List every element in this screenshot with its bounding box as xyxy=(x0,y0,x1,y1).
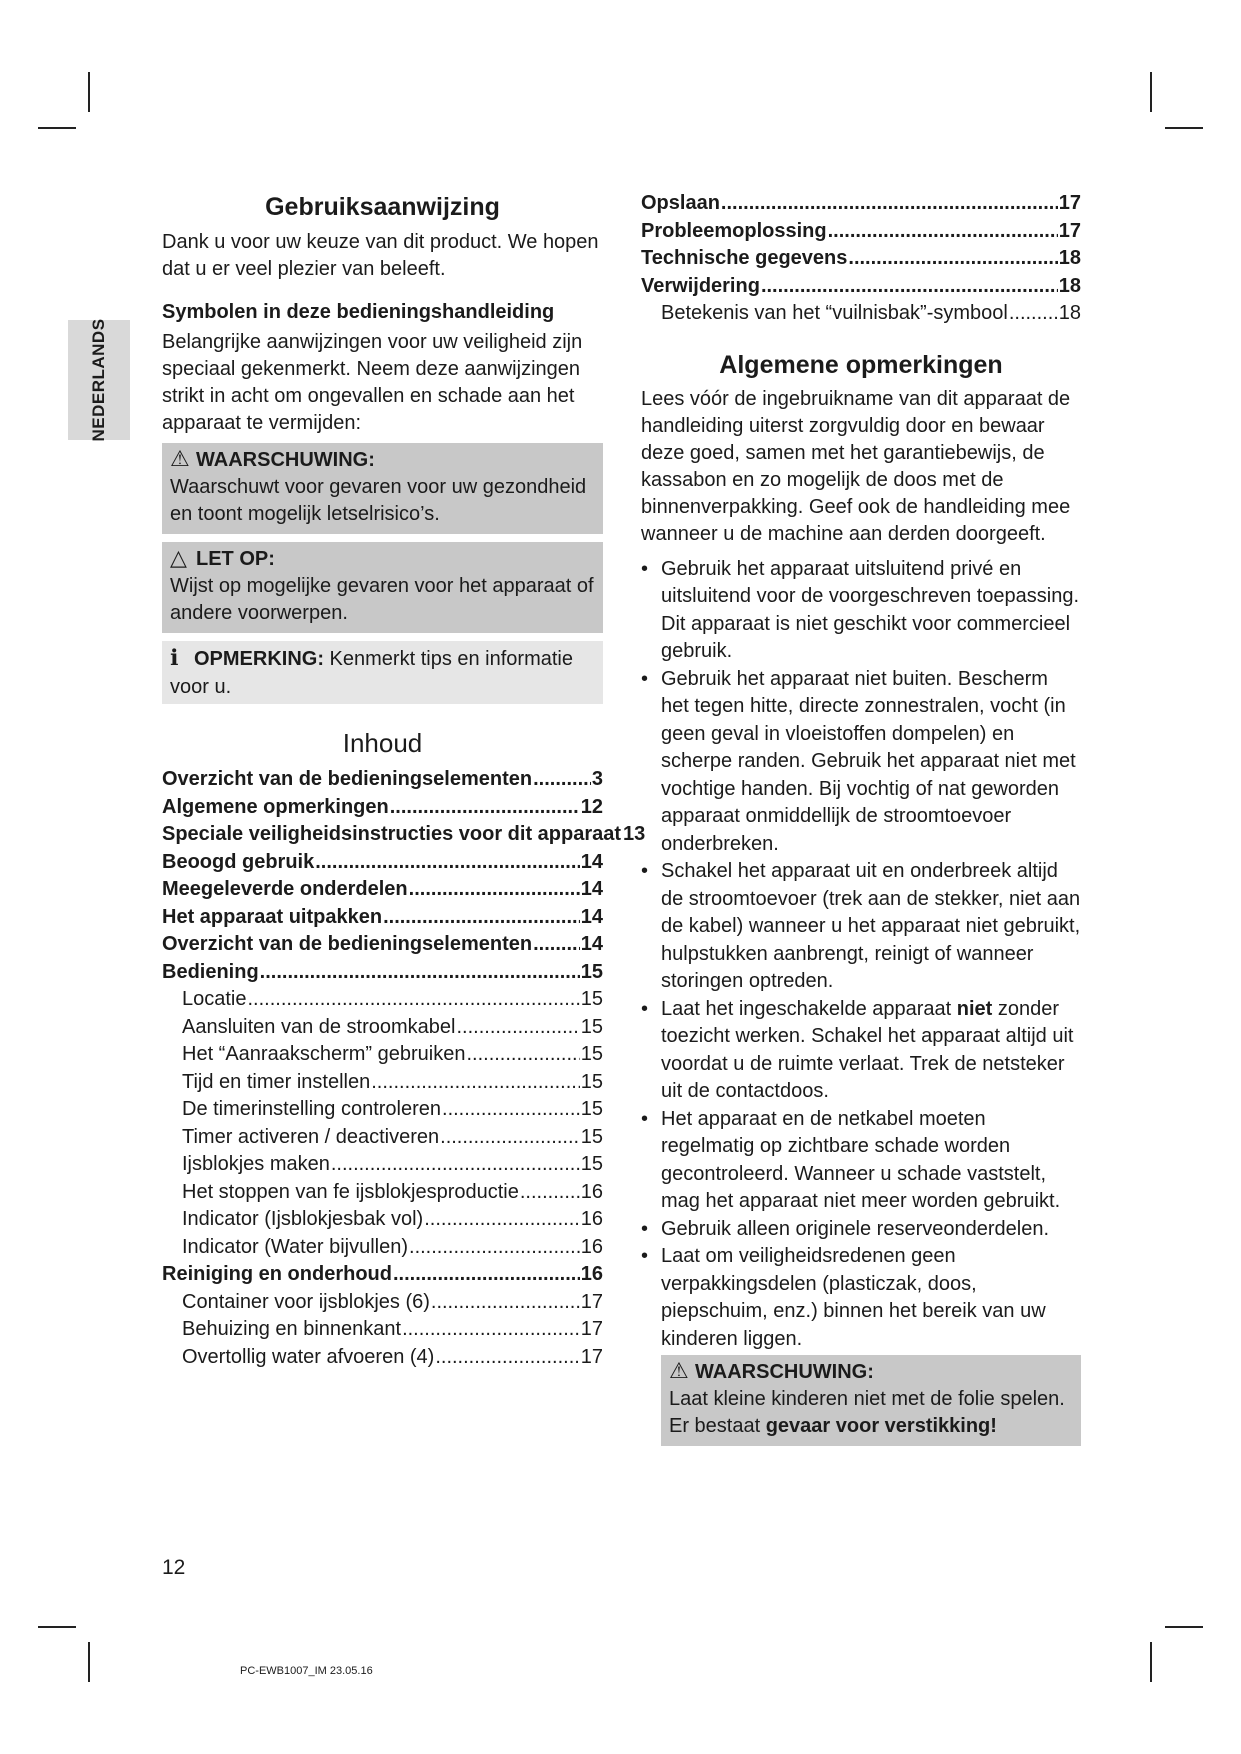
toc-page: 15 xyxy=(580,960,603,983)
toc-label: Opslaan xyxy=(641,192,720,214)
toc-row xyxy=(162,1289,603,1317)
toc-row xyxy=(162,1014,603,1042)
toc-row xyxy=(162,1041,603,1069)
warning-triangle-icon: ⚠ xyxy=(669,1358,689,1383)
toc-leader xyxy=(248,986,580,1014)
toc-label: Het apparaat uitpakken xyxy=(162,905,383,928)
toc-leader xyxy=(260,959,580,987)
toc-page: 17 xyxy=(580,1318,603,1340)
toc-page: 14 xyxy=(580,878,603,900)
toc-page: 17 xyxy=(1058,192,1081,214)
toc-page: 15 xyxy=(580,1125,603,1148)
toc-leader xyxy=(761,273,1058,301)
crop-mark xyxy=(88,72,90,112)
toc-leader xyxy=(533,766,591,794)
toc-leader xyxy=(393,1261,580,1289)
left-column xyxy=(162,190,646,1371)
crop-mark xyxy=(88,1642,90,1682)
warning-box xyxy=(162,443,603,534)
toc-leader xyxy=(442,1096,580,1124)
crop-mark xyxy=(1150,72,1152,112)
toc-label: Indicator (Ijsblokjesbak vol) xyxy=(182,1208,424,1230)
toc-page: 14 xyxy=(580,933,603,955)
toc-leader xyxy=(383,904,580,932)
toc-row xyxy=(162,986,603,1014)
toc-row xyxy=(162,1069,603,1097)
list-item: • Schakel het apparaat uit en onderbreek altijd de stroomtoevoer (trek aan de stekker, niet aan de kabel) wanneer u het apparaat niet gebruikt, hulpstukken aanbrengt, reinigt of wanneer storingen optreden. xyxy=(641,858,1081,996)
toc-label: Reiniging en onderhoud xyxy=(162,1263,392,1285)
language-tab xyxy=(68,320,130,440)
symbols-heading: Symbolen in deze bedieningshandleiding xyxy=(162,301,555,323)
note-title: OPMERKING: xyxy=(194,648,324,670)
toc-page: 18 xyxy=(1058,274,1081,297)
info-icon: ℹ xyxy=(170,645,179,670)
list-item: • Laat om veiligheidsredenen geen verpakkingsdelen (plasticzak, doos, piepschuim, enz.) binnen het bereik van uw kinderen liggen. xyxy=(641,1243,1081,1353)
list-item: • Het apparaat en de netkabel moeten regelmatig op zichtbare schade worden gecontroleerd. Wanneer u schade vaststelt, mag het apparaat niet meer worden gebruikt. xyxy=(641,1106,1081,1216)
toc-page: 14 xyxy=(580,905,603,928)
toc-leader xyxy=(424,1206,580,1234)
toc-row xyxy=(641,190,1081,218)
intro-text: Dank u voor uw keuze van dit product. We hopen dat u er veel plezier van beleeft. xyxy=(162,231,599,280)
toc-page: 15 xyxy=(580,1098,603,1120)
toc-page: 16 xyxy=(580,1180,603,1203)
toc-page: 17 xyxy=(580,1290,603,1313)
right-column xyxy=(641,190,1081,1446)
toc-row xyxy=(162,849,603,877)
page-title: Gebruiksaanwijzing xyxy=(265,193,500,221)
toc-page: 16 xyxy=(580,1263,603,1285)
table-of-contents xyxy=(162,766,646,1371)
toc-label: Container voor ijsblokjes (6) xyxy=(182,1290,430,1313)
toc-row xyxy=(162,1179,603,1207)
caution-text: Wijst op mogelijke gevaren voor het apparaat of andere voorwerpen. xyxy=(170,575,594,624)
footer-code: PC-EWB1007_IM 23.05.16 xyxy=(240,1665,373,1677)
toc-label: Het “Aanraakscherm” gebruiken xyxy=(182,1043,466,1065)
toc-page: 18 xyxy=(1058,247,1081,269)
toc-label: Probleemoplossing xyxy=(641,219,827,242)
toc-label: Beoogd gebruik xyxy=(162,850,315,873)
crop-mark xyxy=(1165,127,1203,129)
toc-row xyxy=(162,1124,603,1152)
toc-row xyxy=(641,245,1081,273)
caution-triangle-icon: △ xyxy=(170,545,187,570)
toc-leader xyxy=(409,1234,580,1262)
toc-leader xyxy=(533,931,580,959)
toc-row xyxy=(162,904,603,932)
toc-page: 18 xyxy=(1058,302,1081,324)
toc-label: Het stoppen van fe ijsblokjesproductie xyxy=(182,1180,519,1203)
section-title: Algemene opmerkingen xyxy=(719,350,1003,379)
toc-label: Locatie xyxy=(182,988,247,1010)
toc-row xyxy=(162,1234,603,1262)
toc-page: 14 xyxy=(580,850,603,873)
toc-row xyxy=(162,766,603,794)
toc-leader xyxy=(1009,300,1058,328)
toc-title: Inhoud xyxy=(342,728,423,758)
toc-leader xyxy=(409,876,580,904)
list-item-text: zonder toezicht werken. Schakel het apparaat altijd uit voordat u de ruimte verlaat. Trek de netsteker uit de contactdoos. xyxy=(661,997,1074,1102)
toc-label: Ijsblokjes maken xyxy=(182,1153,330,1175)
list-item xyxy=(641,996,1081,1106)
toc-row xyxy=(162,821,646,849)
toc-leader xyxy=(331,1151,580,1179)
toc-leader xyxy=(431,1289,580,1317)
toc-label: Technische gegevens xyxy=(641,247,848,269)
safety-list xyxy=(641,556,1081,1354)
toc-label: Algemene opmerkingen xyxy=(162,795,389,818)
warning-text: Laat kleine kinderen niet met de folie spelen. Er bestaat xyxy=(669,1388,1065,1437)
caution-title: LET OP: xyxy=(196,548,275,570)
toc-label: Tijd en timer instellen xyxy=(182,1070,371,1093)
toc-label: Speciale veiligheidsinstructies voor dit apparaat xyxy=(162,823,622,845)
warning-triangle-icon: ⚠ xyxy=(170,446,190,471)
warning-title: WAARSCHUWING: xyxy=(196,449,375,471)
toc-page: 15 xyxy=(580,1043,603,1065)
toc-page: 15 xyxy=(580,988,603,1010)
toc-leader xyxy=(520,1179,580,1207)
toc-leader xyxy=(848,245,1057,273)
warning-text: Waarschuwt voor gevaren voor uw gezondheid en toont mogelijk letselrisico’s. xyxy=(170,476,587,525)
toc-leader xyxy=(435,1344,579,1372)
toc-leader xyxy=(721,190,1058,218)
toc-label: Timer activeren / deactiveren xyxy=(182,1125,440,1148)
list-item-text: Laat het ingeschakelde apparaat xyxy=(661,997,957,1020)
toc-row xyxy=(162,1151,603,1179)
toc-row xyxy=(162,1344,603,1372)
toc-page: 12 xyxy=(580,795,603,818)
toc-leader xyxy=(457,1014,580,1042)
toc-page: 17 xyxy=(580,1345,603,1368)
toc-page: 17 xyxy=(1058,219,1081,242)
toc-leader xyxy=(440,1124,580,1152)
table-of-contents-continued xyxy=(641,190,1081,328)
toc-page: 15 xyxy=(580,1015,603,1038)
toc-page: 3 xyxy=(591,768,603,790)
note-box xyxy=(162,641,603,704)
toc-row xyxy=(162,794,603,822)
toc-row xyxy=(162,1261,603,1289)
toc-leader xyxy=(371,1069,580,1097)
child-warning-box xyxy=(661,1355,1081,1446)
section-intro: Lees vóór de ingebruikname van dit apparaat de handleiding uiterst zorgvuldig door en bewaar deze goed, samen met het garantiebewijs, de kassabon en zo mogelijk de doos met de binnenverpakking. Geef ook de handleiding mee wanneer u de machine aan derden doorgeeft. xyxy=(641,387,1071,545)
list-item: • Gebruik het apparaat uitsluitend privé en uitsluitend voor de voorgeschreven toepassing. Dit apparaat is niet geschikt voor commercieel gebruik. xyxy=(641,556,1081,666)
toc-row xyxy=(162,931,603,959)
toc-row xyxy=(162,1096,603,1124)
caution-box xyxy=(162,542,603,633)
list-item: • Gebruik het apparaat niet buiten. Bescherm het tegen hitte, directe zonnestralen, vocht (in geen geval in vloeistoffen dompelen) en scherpe randen. Gebruik het apparaat niet met vochtige handen. Bij vochtig of nat geworden apparaat onmiddellijk de stroomtoevoer onderbreken. xyxy=(641,666,1081,859)
crop-mark xyxy=(38,127,76,129)
toc-label: Overzicht van de bedieningselementen xyxy=(162,933,533,955)
toc-page: 15 xyxy=(580,1070,603,1093)
toc-row xyxy=(162,876,603,904)
toc-label: Overzicht van de bedieningselementen xyxy=(162,768,533,790)
page-number: 12 xyxy=(162,1556,186,1579)
toc-page: 16 xyxy=(580,1235,603,1258)
toc-label: Betekenis van het “vuilnisbak”-symbool xyxy=(661,302,1008,324)
toc-leader xyxy=(466,1041,579,1069)
toc-label: Behuizing en binnenkant xyxy=(182,1318,402,1340)
toc-row xyxy=(641,273,1081,301)
crop-mark xyxy=(1165,1626,1203,1628)
toc-label: Aansluiten van de stroomkabel xyxy=(182,1015,456,1038)
toc-row xyxy=(162,1206,603,1234)
toc-label: Bediening xyxy=(162,960,259,983)
list-item: • Gebruik alleen originele reserveonderdelen. xyxy=(641,1216,1081,1244)
language-label: NEDERLANDS xyxy=(89,318,108,442)
crop-mark xyxy=(1150,1642,1152,1682)
warning-title: WAARSCHUWING: xyxy=(695,1361,874,1383)
toc-leader xyxy=(402,1316,580,1344)
toc-label: Overtollig water afvoeren (4) xyxy=(182,1345,435,1368)
note-text: Kenmerkt tips en informatie voor u. xyxy=(170,648,573,698)
toc-leader xyxy=(315,849,580,877)
toc-page: 16 xyxy=(580,1208,603,1230)
toc-row xyxy=(641,218,1081,246)
crop-mark xyxy=(38,1626,76,1628)
toc-label: Verwijdering xyxy=(641,274,760,297)
toc-page: 13 xyxy=(623,823,646,845)
warning-emphasis: gevaar voor verstikking! xyxy=(765,1415,997,1437)
toc-label: De timerinstelling controleren xyxy=(182,1098,442,1120)
toc-page: 15 xyxy=(580,1153,603,1175)
toc-leader xyxy=(828,218,1058,246)
toc-label: Meegeleverde onderdelen xyxy=(162,878,408,900)
list-item-emphasis: niet xyxy=(956,997,993,1020)
toc-row xyxy=(162,959,603,987)
symbols-text: Belangrijke aanwijzingen voor uw veiligheid zijn speciaal gekenmerkt. Neem deze aanwijzingen strikt in acht om ongevallen en schade aan het apparaat te vermijden: xyxy=(162,331,583,434)
toc-label: Indicator (Water bijvullen) xyxy=(182,1235,409,1258)
toc-row xyxy=(641,300,1081,328)
toc-leader xyxy=(390,794,580,822)
toc-row xyxy=(162,1316,603,1344)
